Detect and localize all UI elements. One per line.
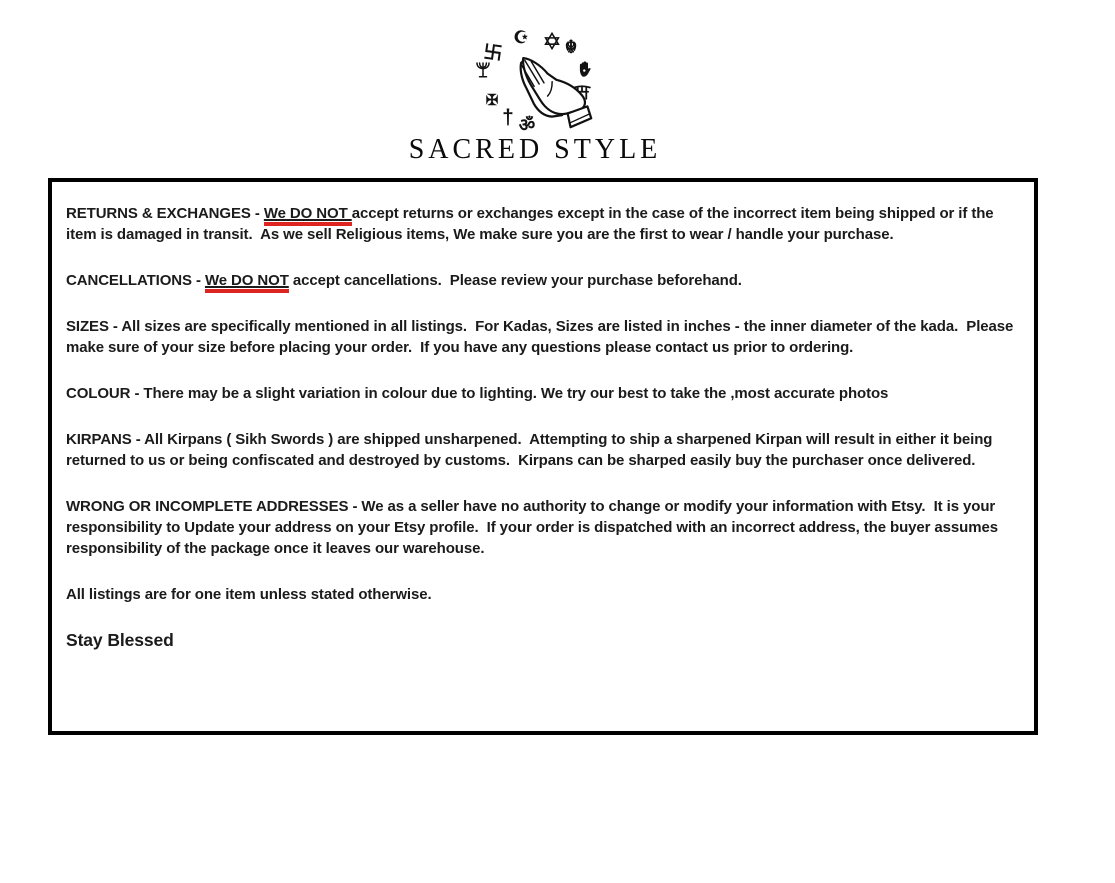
- red-underline-highlight: We DO NOT: [264, 205, 352, 226]
- policy-colour: [66, 383, 1020, 404]
- policy-text: WRONG OR INCOMPLETE ADDRESSES - We as a seller have no authority to change or modify your information with Etsy. It is your responsibility to Update your address on your Etsy profile. If your order is dispatched with an incorrect address, the buyer assumes responsibility of the package once it leaves our warehouse.: [66, 498, 1003, 557]
- policy-kirpans: [66, 429, 1020, 471]
- policy-cancellations: [66, 270, 1020, 291]
- om-icon: ॐ: [518, 115, 536, 135]
- policy-sizes: [66, 316, 1020, 358]
- policy-single-item: [66, 584, 1020, 605]
- praying-hands-icon: [493, 46, 601, 138]
- logo-emblem: [415, 22, 655, 134]
- policy-addresses: [66, 496, 1020, 559]
- red-underline-highlight: We DO NOT: [205, 272, 289, 293]
- latin-cross-icon: †: [502, 105, 514, 129]
- menorah-icon: [474, 60, 492, 78]
- policy-text: accept cancellations. Please review your purchase beforehand.: [288, 272, 742, 289]
- policy-text: accept returns or exchanges except in the case of the incorrect item being shipped or if the item is damaged in transit. As we sell Religious items, We make sure you are the first to wear / handle your purchase.: [66, 205, 998, 243]
- policy-text: RETURNS & EXCHANGES -: [66, 205, 264, 222]
- policy-text: SIZES - All sizes are specifically mentioned in all listings. For Kadas, Sizes are listed in inches - the inner diameter of the kada. Please make sure of your size before placing your order. If you have any questions please contact us prior to ordering.: [66, 318, 1018, 356]
- policy-returns-exchanges: [66, 203, 1020, 245]
- brand-title: SACRED STYLE: [408, 134, 662, 165]
- cross-pattee-icon: ✠: [485, 91, 499, 109]
- policy-text: All listings are for one item unless stated otherwise.: [66, 586, 432, 603]
- brand-logo: [408, 22, 662, 167]
- policy-box: [48, 178, 1038, 735]
- policy-text: COLOUR - There may be a slight variation in colour due to lighting. We try our best to take the ,most accurate photos: [66, 385, 889, 402]
- signoff: Stay Blessed: [66, 630, 174, 650]
- khanda-icon: ☬: [564, 37, 578, 57]
- policy-text: KIRPANS - All Kirpans ( Sikh Swords ) are shipped unsharpened. Attempting to ship a sharpened Kirpan will result in either it being returned to us or being confiscated and destroyed by customs. Kirpans can be sharped easily buy the purchaser once delivered.: [66, 431, 997, 469]
- policy-text: CANCELLATIONS -: [66, 272, 205, 289]
- star-and-crescent-icon: ☪: [513, 27, 529, 47]
